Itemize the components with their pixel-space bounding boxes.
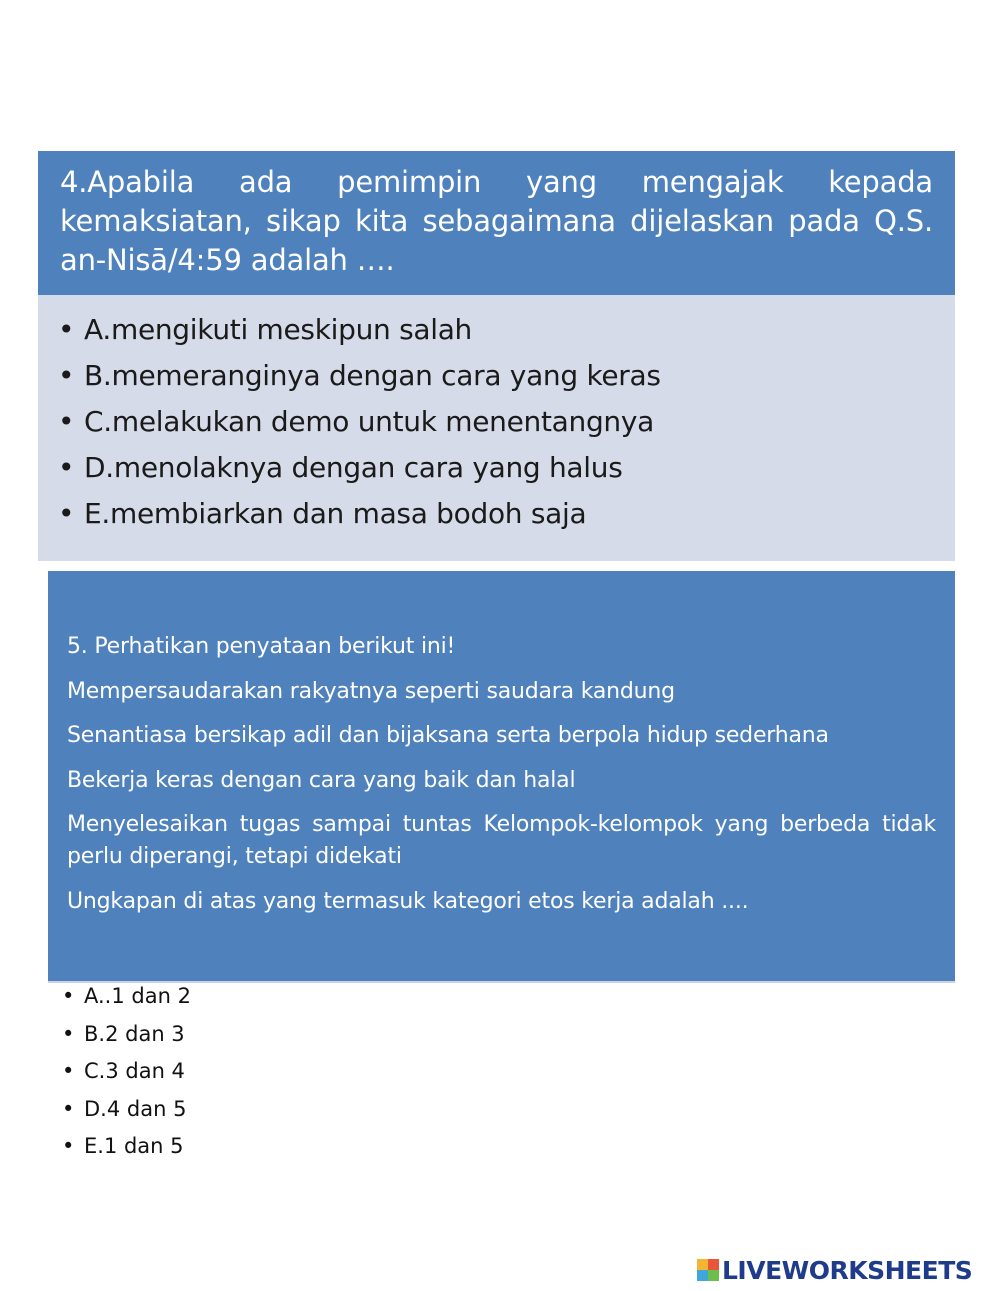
bullet-icon: • <box>58 405 75 438</box>
question-4-option-list <box>58 307 955 537</box>
question-5-option-b[interactable] <box>62 1016 191 1054</box>
question-5-option-d[interactable] <box>62 1091 191 1129</box>
option-label: C.3 dan 4 <box>84 1059 185 1083</box>
question-5-statement-2: Senantiasa bersikap adil dan bijaksana serta berpola hidup sederhana <box>67 723 829 748</box>
question-5-option-c[interactable] <box>62 1053 191 1091</box>
question-4-option-d[interactable] <box>58 445 955 491</box>
option-label: A..1 dan 2 <box>84 984 191 1008</box>
question-5-box <box>48 571 955 983</box>
question-5-statement-3: Bekerja keras dengan cara yang baik dan halal <box>67 767 576 793</box>
liveworksheets-logo <box>697 1252 972 1288</box>
bullet-icon: • <box>62 1134 75 1158</box>
option-label: B.memeranginya dengan cara yang keras <box>84 359 661 392</box>
bullet-icon: • <box>58 359 75 392</box>
question-5-title: 5. Perhatikan penyataan berikut ini! <box>67 634 456 659</box>
bullet-icon: • <box>62 1059 75 1083</box>
question-5-statement-4: Menyelesaikan tugas sampai tuntas Kelompok-kelompok yang berbeda tidak perlu diperangi, tetapi didekati <box>67 812 936 869</box>
question-4-option-c[interactable] <box>58 399 955 445</box>
logo-text: LIVEWORKSHEETS <box>722 1255 973 1285</box>
question-5-statement-1: Mempersaudarakan rakyatnya seperti saudara kandung <box>67 678 675 704</box>
question-5-option-e[interactable] <box>62 1128 191 1166</box>
bullet-icon: • <box>58 497 75 530</box>
question-4-options <box>38 295 955 561</box>
question-5-option-list <box>62 978 191 1166</box>
bullet-icon: • <box>58 313 75 346</box>
option-label: C.melakukan demo untuk menentangnya <box>84 405 655 438</box>
question-4-text: 4.Apabila ada pemimpin yang mengajak kepada kemaksiatan, sikap kita sebagaimana dijelaskan pada Q.S. an-Nisā/4:59 adalah …. <box>60 165 933 277</box>
bullet-icon: • <box>62 1021 75 1046</box>
option-label: D.4 dan 5 <box>84 1096 187 1121</box>
option-label: B.2 dan 3 <box>84 1021 185 1046</box>
liveworksheets-logo-icon <box>697 1259 719 1281</box>
question-4-option-e[interactable] <box>58 491 955 537</box>
bullet-icon: • <box>62 1096 75 1121</box>
bullet-icon: • <box>58 451 75 484</box>
question-4-option-b[interactable] <box>58 353 955 399</box>
option-label: D.menolaknya dengan cara yang halus <box>84 451 623 484</box>
question-4-option-a[interactable] <box>58 307 955 353</box>
question-5-prompt: Ungkapan di atas yang termasuk kategori etos kerja adalah .... <box>67 888 749 914</box>
question-5-options <box>62 978 191 1166</box>
bullet-icon: • <box>62 984 75 1008</box>
option-label: A.mengikuti meskipun salah <box>84 313 473 346</box>
question-4-header <box>38 151 955 295</box>
question-5-option-a[interactable] <box>62 978 191 1016</box>
option-label: E.membiarkan dan masa bodoh saja <box>84 497 587 530</box>
option-label: E.1 dan 5 <box>84 1134 184 1158</box>
